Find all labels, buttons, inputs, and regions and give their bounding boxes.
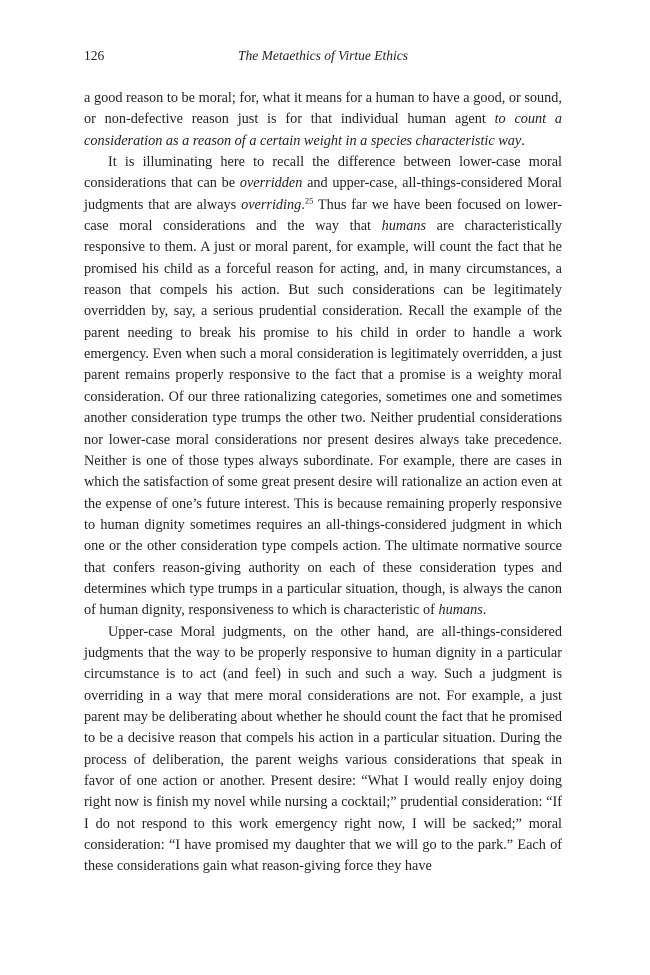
text-run: .: [482, 602, 487, 619]
text-run: and upper-case, all-things-considered Moral judgments that are always: [84, 175, 562, 213]
text-run: Upper-case Moral judgments, on the other hand, are all-things-considered judgments that the way to be properly responsive to human dignity in a particular circumstance is to act (and feel) in such and such a way. Such a judgment is overriding in a way that mere moral considerations are not. For example, a just parent may be deliberating about whether he should count the fact that he promised to be a decisive reason that compels his action in a particular situation. During the process of deliberation, the parent weighs various considerations that speak in favor of one action or another. Present desire: “What I would really enjoy doing right now is finish my novel while nursing a cocktail;” prudential consideration: “If I do not respond to this work emergency right now, I will be sacked;” moral consideration: “I have promised my daughter that we will go to the park.” Each of these considerations gain what reason-giving force they have: [84, 623, 562, 875]
text-run: .: [301, 196, 305, 213]
italic-run: humans: [438, 602, 483, 619]
text-run: are characteristically responsive to them. A just or moral parent, for example, will count the fact that he promised his child as a forceful reason for acting, and, in many circumstances, a reason that compels his action. But such considerations can be legitimately overridden by, say, a serious prudential consideration. Recall the example of the parent needing to break his promise to his child in order to handle a work emergency. Even when such a moral consideration is legitimately overridden, a just parent remains properly responsive to the fact that a promise is a weighty moral consideration. Of our three rationalizing categories, sometimes one and sometimes another consideration type trumps the other two. Neither prudential considerations nor lower-case moral considerations nor present desires always take precedence. Neither is one of those types always subordinate. For example, there are cases in which the satisfaction of some great present desire will rationalize an action even at the expense of one’s future interest. This is because remaining properly responsive to human dignity sometimes requires an all-things-considered judgment in which one or the other consideration type compels action. The ultimate normative source that confers reason-giving authority on each of these consideration types and determines which type trumps in a particular situation, though, is always the canon of human dignity, responsiveness to which is characteristic of: [84, 218, 562, 619]
body-text: [84, 88, 562, 878]
page-number: 126: [84, 48, 105, 63]
running-title: The Metaethics of Virtue Ethics: [238, 48, 408, 63]
italic-run: overriding: [241, 196, 302, 213]
italic-run: humans: [381, 218, 426, 235]
text-run: Thus far we have been focused on lower-case moral considerations and the way that: [84, 196, 562, 235]
paragraph-3: [84, 622, 562, 878]
running-head: [84, 46, 562, 66]
paragraph-2: [84, 152, 562, 622]
text-run: .: [521, 132, 525, 149]
text-run: a good reason to be moral; for, what it means for a human to have a good, or sound, or non-defective reason just is for that individual human agent: [84, 90, 562, 128]
italic-run: overridden: [239, 175, 303, 192]
footnote-ref-25[interactable]: 25: [304, 194, 314, 205]
paragraph-1: [84, 88, 562, 152]
text-run: It is illuminating here to recall the difference between lower-case moral considerations that can be: [84, 154, 562, 192]
italic-run: to count a consideration as a reason of a certain weight in a species characteristic way: [84, 111, 562, 149]
